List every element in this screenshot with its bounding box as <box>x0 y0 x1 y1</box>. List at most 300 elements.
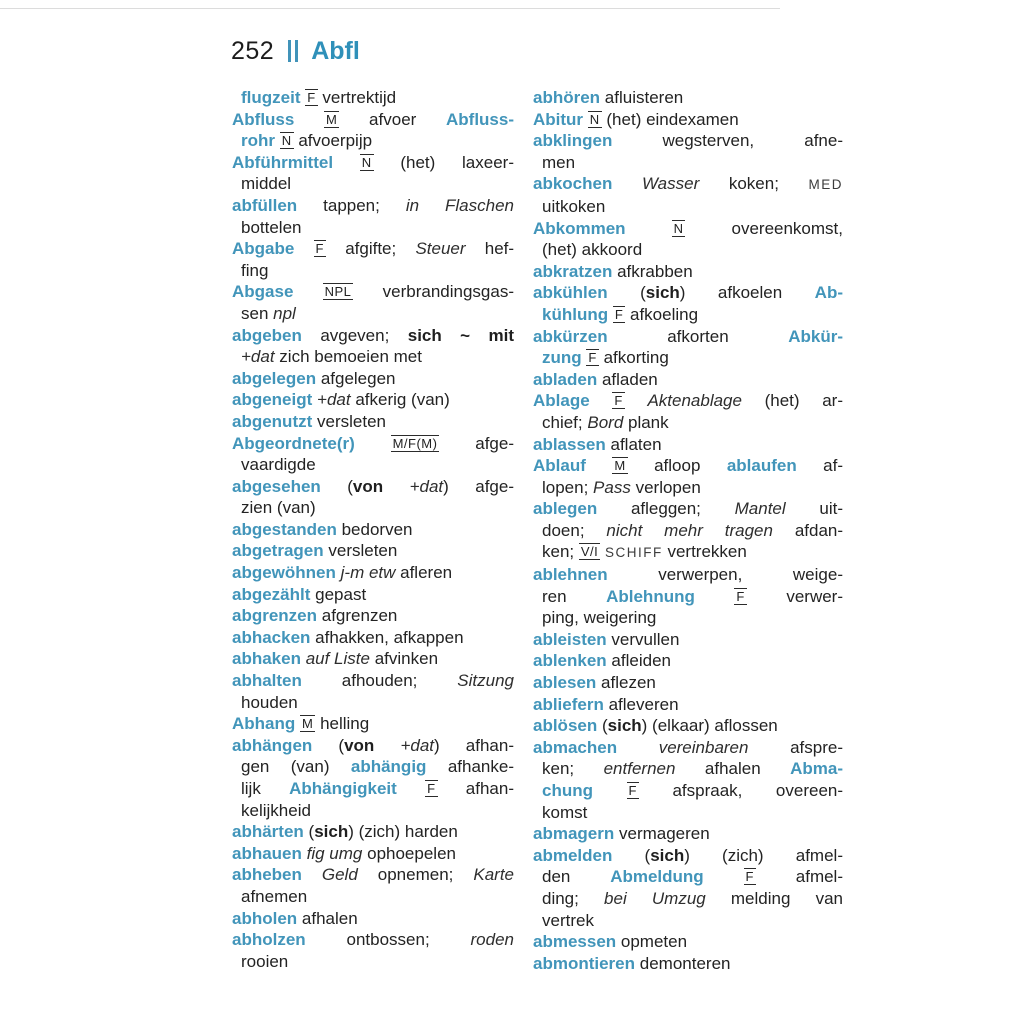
italic-note: +dat <box>400 735 435 755</box>
text-run: ren <box>542 586 607 606</box>
text-run: ( <box>640 283 646 303</box>
italic-note: Steuer <box>415 239 485 259</box>
text-run: gepast <box>315 584 367 604</box>
text-run: afkoeling <box>625 304 699 324</box>
gender-marker: M/F(M) <box>392 435 438 451</box>
text-run: afhakken, afkappen <box>315 627 464 647</box>
text-run: af- <box>823 456 843 476</box>
dictionary-line <box>232 368 514 390</box>
gender-marker: F <box>315 241 324 257</box>
dictionary-entry <box>232 627 514 649</box>
headword: abliefern <box>533 694 609 714</box>
text-run: afladen <box>601 369 658 389</box>
text-run: plank <box>628 412 669 432</box>
text-run: vertrektijd <box>317 88 397 107</box>
text-run: vermageren <box>618 824 710 844</box>
dictionary-entry <box>232 584 514 606</box>
headword: Abhang <box>232 714 300 734</box>
text-run: middel <box>241 174 292 194</box>
dictionary-line <box>232 584 514 606</box>
dictionary-line <box>533 629 843 651</box>
text-run: zich bemoeien met <box>279 347 422 367</box>
dictionary-entry <box>232 864 514 907</box>
text-run: helling <box>315 714 370 734</box>
text-run: houden <box>241 692 298 712</box>
double-bar-separator-icon <box>288 40 298 62</box>
headword: Abkommen <box>533 218 672 238</box>
dictionary-line <box>232 389 514 411</box>
dictionary-line <box>232 843 514 865</box>
dictionary-line <box>232 411 514 433</box>
bold-phrase: sich <box>645 283 680 303</box>
italic-note: bei Umzug <box>604 888 731 908</box>
gender-marker: N <box>589 111 600 127</box>
gender-marker: N <box>361 154 372 170</box>
dictionary-line <box>232 173 514 195</box>
gender-marker: V/I <box>580 544 599 560</box>
headword: Abitur <box>533 109 588 129</box>
dictionary-entry <box>232 411 514 433</box>
dictionary-line <box>533 931 843 953</box>
headword: abgrenzen <box>232 606 322 626</box>
headword: abkochen <box>533 174 642 194</box>
dictionary-column-left <box>232 87 514 972</box>
dictionary-entry <box>533 109 843 131</box>
text-run: men <box>542 152 576 172</box>
text-run: afhalen <box>704 759 791 779</box>
text-run: afleiden <box>611 651 671 671</box>
text-run: (het) laxeer- <box>373 152 514 172</box>
dictionary-line <box>232 281 514 303</box>
text-run: verbrandingsgas- <box>353 282 514 302</box>
italic-note: Karte <box>473 865 514 885</box>
dictionary-line <box>232 756 514 778</box>
italic-note: nicht mehr tragen <box>606 520 795 540</box>
text-run: ) (zich) afmel- <box>684 845 843 865</box>
dictionary-line <box>533 845 843 867</box>
text-run: ( <box>347 476 353 496</box>
italic-note: npl <box>273 303 296 323</box>
dictionary-entry <box>232 238 514 281</box>
dictionary-line <box>232 648 514 670</box>
text-run: (het) akkoord <box>542 240 643 260</box>
italic-note: Pass <box>593 477 636 497</box>
dictionary-line <box>533 586 843 608</box>
dictionary-line <box>533 694 843 716</box>
bold-phrase: von <box>344 735 401 755</box>
gender-marker: F <box>614 393 623 409</box>
text-run: vertrek <box>542 910 594 930</box>
italic-note: Bord <box>587 412 628 432</box>
dictionary-line <box>232 821 514 843</box>
headword: chung <box>542 781 627 800</box>
dictionary-entry <box>232 908 514 930</box>
text-run: afvoerpijp <box>293 131 373 151</box>
text-run: ding; <box>542 888 605 908</box>
text-run: gen (van) <box>241 757 351 777</box>
text-run: verwerpen, weige- <box>658 565 843 585</box>
text-run: afgelegen <box>320 368 396 388</box>
text-run: afnemen <box>241 886 308 906</box>
dictionary-entry <box>533 261 843 283</box>
text-run: afkerig (van) <box>355 390 450 410</box>
headword: abgesehen <box>232 476 348 496</box>
italic-note: Wasser <box>641 174 729 194</box>
dictionary-entry <box>232 152 514 195</box>
headword: abkürzen <box>533 326 668 346</box>
text-run: afvinken <box>374 649 439 669</box>
text-run: afhan- <box>437 779 514 798</box>
italic-note: roden <box>470 930 514 950</box>
text-run: afhanke- <box>447 757 514 777</box>
text-run <box>625 391 648 410</box>
bold-phrase: sich <box>314 822 349 842</box>
headword: abkühlen <box>533 283 641 303</box>
headword: abhalten <box>232 671 342 691</box>
dictionary-line <box>232 713 514 735</box>
text-run: afleggen; <box>630 499 735 519</box>
dictionary-entry <box>232 735 514 821</box>
dictionary-line <box>533 823 843 845</box>
dictionary-line <box>533 780 843 802</box>
headword: abgelegen <box>232 368 321 388</box>
text-run: afhalen <box>301 908 358 928</box>
dictionary-line <box>533 369 843 391</box>
dictionary-line <box>232 692 514 714</box>
dictionary-line <box>533 304 843 326</box>
text-run: demonteren <box>639 953 731 973</box>
dictionary-line <box>533 607 843 629</box>
headword: abgeneigt <box>232 390 318 410</box>
dictionary-line <box>232 800 514 822</box>
dictionary-line <box>533 434 843 456</box>
gender-marker: N <box>281 133 292 149</box>
headword: abgenutzt <box>232 411 317 431</box>
headword: abhängig <box>350 757 448 777</box>
headword: ablegen <box>533 499 631 519</box>
italic-note: +dat <box>317 390 356 410</box>
gender-marker: M <box>614 458 626 474</box>
dictionary-entry <box>232 195 514 238</box>
gender-marker: F <box>614 306 624 322</box>
dictionary-line <box>533 109 843 131</box>
dictionary-line <box>533 390 843 412</box>
text-run: ken; <box>542 759 604 779</box>
dictionary-entry <box>533 369 843 391</box>
italic-note: in Flaschen <box>405 195 514 215</box>
dictionary-line <box>232 951 514 973</box>
dictionary-line <box>232 886 514 908</box>
dictionary-line <box>533 737 843 759</box>
bold-phrase: von <box>352 476 410 496</box>
headword: abgestanden <box>232 519 342 539</box>
text-run: sen <box>241 303 274 323</box>
text-run: lijk <box>241 779 290 798</box>
headword: ablassen <box>533 434 611 454</box>
headword: abgetragen <box>232 541 329 561</box>
dictionary-entry <box>533 173 843 217</box>
dictionary-entry <box>232 87 514 109</box>
headword: ablesen <box>533 673 602 693</box>
italic-note: j-m etw <box>340 563 401 583</box>
headword: abholen <box>232 908 302 928</box>
text-run: verlopen <box>635 477 701 497</box>
text-run: chief; <box>542 412 588 432</box>
text-run: aflaten <box>610 434 662 454</box>
text-run: afmel- <box>755 867 843 887</box>
text-run: afkorten <box>667 326 789 346</box>
dictionary-entry <box>533 87 843 109</box>
dictionary-entry <box>533 650 843 672</box>
dictionary-line <box>232 87 514 109</box>
text-run: ping, weigering <box>542 608 657 628</box>
dictionary-entry <box>533 390 843 433</box>
headword: abfüllen <box>232 195 324 215</box>
text-run: afloop <box>627 456 727 476</box>
dictionary-entry <box>232 843 514 865</box>
dictionary-line <box>232 130 514 152</box>
text-run: opmeten <box>620 932 688 952</box>
dictionary-line <box>232 908 514 930</box>
dictionary-line <box>533 87 843 109</box>
headword: Abhängigkeit <box>289 779 426 798</box>
dictionary-line <box>232 195 514 217</box>
text-run: wegsterven, afne- <box>662 131 843 151</box>
dictionary-line <box>533 498 843 520</box>
dictionary-line <box>533 412 843 434</box>
dictionary-line <box>232 325 514 347</box>
dictionary-line <box>232 109 514 131</box>
headword: Abführmittel <box>232 152 360 172</box>
dictionary-line <box>533 326 843 348</box>
headword: rohr <box>241 131 280 151</box>
italic-note: entfernen <box>603 759 705 779</box>
headword: abhärten <box>232 822 309 842</box>
gender-marker: M <box>326 111 338 127</box>
dictionary-entry <box>232 433 514 476</box>
dictionary-line <box>232 346 514 368</box>
dictionary-entry <box>533 498 843 564</box>
headword: Ablauf <box>533 456 613 476</box>
dictionary-entry <box>533 130 843 173</box>
text-run: afhouden; <box>341 671 458 691</box>
headword: kühlung <box>542 304 613 324</box>
text-run: rooien <box>241 951 289 971</box>
headword: Abmeldung <box>610 867 744 887</box>
text-run: (het) eindexamen <box>601 109 739 129</box>
dictionary-line <box>232 864 514 886</box>
dictionary-line <box>232 605 514 627</box>
text-run: fing <box>241 260 269 280</box>
gender-marker: F <box>427 781 436 796</box>
text-run: koken; <box>728 174 809 194</box>
dictionary-line <box>232 929 514 951</box>
text-run: afluisteren <box>604 88 684 107</box>
headword: Abgabe <box>232 239 314 259</box>
text-run: vaardigde <box>241 455 316 475</box>
dictionary-entry <box>533 629 843 651</box>
dictionary-line <box>232 454 514 476</box>
headword: abholzen <box>232 930 347 950</box>
dictionary-entry <box>533 455 843 498</box>
headword: abhaken <box>232 649 306 669</box>
text-run: ( <box>308 822 315 842</box>
headword: abmontieren <box>533 953 640 973</box>
dictionary-entry <box>232 821 514 843</box>
text-run: ( <box>601 716 608 736</box>
dictionary-entry <box>533 737 843 823</box>
headword: ablösen <box>533 716 602 736</box>
headword: abmachen <box>533 737 659 757</box>
dictionary-line <box>533 541 843 564</box>
dictionary-column-right <box>533 87 843 974</box>
headword: abmelden <box>533 845 645 865</box>
dictionary-line <box>533 888 843 910</box>
dictionary-line <box>533 130 843 152</box>
text-run: ken; <box>542 542 579 562</box>
dictionary-entry <box>533 694 843 716</box>
text-run: afgrenzen <box>321 606 398 626</box>
headword: Abgeordnete(r) <box>232 433 391 453</box>
text-run: ) afkoelen <box>679 283 815 303</box>
text-run: ( <box>644 845 651 865</box>
text-run: hef- <box>484 239 515 259</box>
text-run: uitkoken <box>542 196 606 216</box>
dictionary-entry <box>533 564 843 629</box>
dictionary-line <box>232 476 514 498</box>
headword: Abgase <box>232 282 323 302</box>
gender-marker: F <box>628 783 637 798</box>
text-run: doen; <box>542 520 607 540</box>
text-run: afleren <box>400 563 453 583</box>
text-run: afleveren <box>608 694 679 714</box>
dictionary-line <box>232 562 514 584</box>
dictionary-entry <box>533 953 843 975</box>
italic-note: vereinbaren <box>658 737 791 757</box>
dictionary-line <box>533 672 843 694</box>
dictionary-entry <box>533 823 843 845</box>
headword: Ablage <box>533 391 613 411</box>
headword: abmagern <box>533 824 619 844</box>
bold-phrase: sich <box>607 716 642 736</box>
headword: Ab- <box>814 283 843 303</box>
dictionary-line <box>232 260 514 282</box>
text-run: vertrekken <box>662 542 747 562</box>
text-run: ( <box>338 735 345 755</box>
headword: Abma- <box>790 759 844 779</box>
italic-note: Geld <box>321 865 378 885</box>
dictionary-line <box>232 217 514 239</box>
gender-marker: M <box>302 716 314 732</box>
headword: abgewöhnen <box>232 563 341 583</box>
dictionary-entry <box>533 218 843 261</box>
text-run: opnemen; <box>377 865 474 885</box>
headword: ablehnen <box>533 565 659 585</box>
headword: abhauen <box>232 843 307 863</box>
italic-note: +dat <box>409 476 444 496</box>
text-run: bottelen <box>241 217 302 237</box>
headword: abheben <box>232 865 322 885</box>
dictionary-entry <box>533 931 843 953</box>
italic-note: fig umg <box>306 843 368 863</box>
dictionary-entry <box>533 672 843 694</box>
dictionary-line <box>533 477 843 499</box>
dictionary-line <box>232 670 514 692</box>
headword: abhören <box>533 88 605 107</box>
text-run: ) afge- <box>443 476 514 496</box>
dictionary-entry <box>232 605 514 627</box>
dictionary-line <box>533 261 843 283</box>
gender-marker: F <box>736 588 745 604</box>
dictionary-line <box>533 866 843 888</box>
text-run: afgifte; <box>326 239 416 259</box>
dictionary-entry <box>533 326 843 369</box>
dictionary-line <box>232 627 514 649</box>
italic-note: +dat <box>241 347 280 367</box>
dictionary-entry <box>533 434 843 456</box>
dictionary-entry <box>232 389 514 411</box>
domain-label: MED <box>808 177 843 193</box>
text-run: afvoer <box>339 109 446 129</box>
headword: abgezählt <box>232 584 316 604</box>
text-run: vervullen <box>611 629 680 649</box>
domain-label: SCHIFF <box>605 545 663 561</box>
page-number: 252 <box>231 36 275 65</box>
dictionary-entry <box>232 476 514 519</box>
dictionary-line <box>533 802 843 824</box>
dictionary-line <box>533 758 843 780</box>
page-header <box>231 36 360 66</box>
dictionary-entry <box>232 368 514 390</box>
headword: abklingen <box>533 131 663 151</box>
headword: zung <box>542 348 587 368</box>
dictionary-entry <box>232 713 514 735</box>
dictionary-entry <box>232 519 514 541</box>
text-run: den <box>542 867 611 887</box>
dictionary-entry <box>533 845 843 931</box>
dictionary-entry <box>533 282 843 325</box>
text-run: versleten <box>317 411 386 431</box>
headword: abhängen <box>232 735 339 755</box>
dictionary-line <box>533 715 843 737</box>
text-run: ophoepelen <box>367 843 456 863</box>
dictionary-entry <box>232 562 514 584</box>
dictionary-entry <box>232 325 514 368</box>
gender-marker: NPL <box>324 284 352 300</box>
text-run: ) afhan- <box>434 735 515 755</box>
dictionary-line <box>232 433 514 455</box>
dictionary-entry <box>232 109 514 152</box>
italic-note: Aktenablage <box>647 391 765 411</box>
gender-marker: N <box>673 220 684 236</box>
headword: flugzeit <box>241 88 306 107</box>
text-run: ) (zich) harden <box>348 822 458 842</box>
text-run: ) (elkaar) aflossen <box>641 716 778 736</box>
headword: ablenken <box>533 651 612 671</box>
text-run: komst <box>542 802 588 822</box>
dictionary-line <box>232 778 514 800</box>
text-run: afdan- <box>794 520 844 540</box>
dictionary-line <box>533 196 843 218</box>
dictionary-line <box>533 218 843 240</box>
dictionary-line <box>533 455 843 477</box>
dictionary-entry <box>232 281 514 324</box>
dictionary-line <box>533 910 843 932</box>
dictionary-line <box>232 540 514 562</box>
text-run: avgeven; <box>320 325 408 345</box>
headword: Abkür- <box>788 326 844 346</box>
italic-note: auf Liste <box>305 649 375 669</box>
